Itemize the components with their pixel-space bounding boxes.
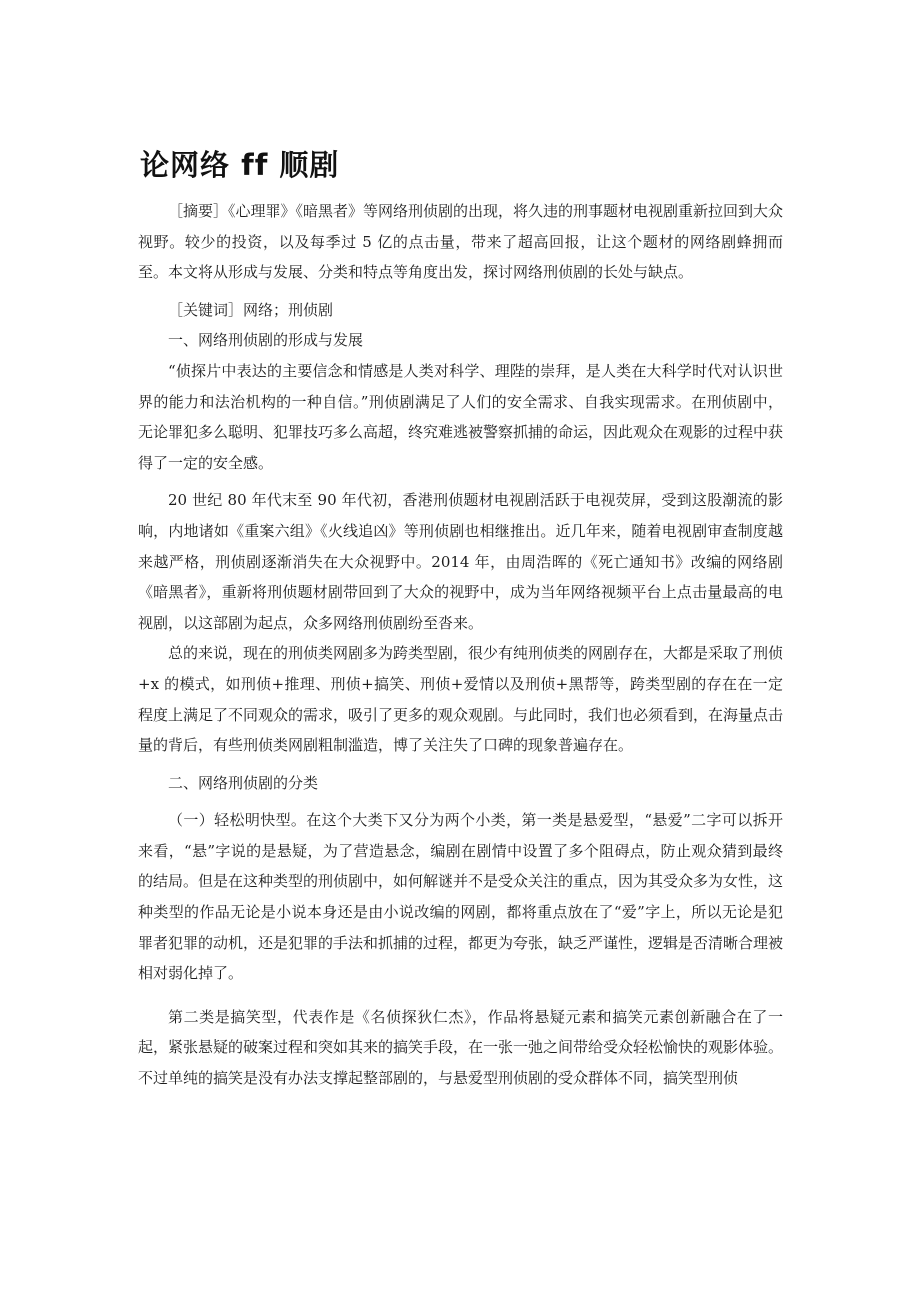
document-title: 论网络 ff 顺剧 xyxy=(140,148,340,182)
section-heading-2: 二、网络刑侦剧的分类 xyxy=(168,773,319,792)
document-body xyxy=(138,196,783,1094)
abstract-paragraph: ［摘要］《心理罪》《暗黑者》等网络刑侦剧的出现，将久违的刑事题材电视剧重新拉回到大众视野。较少的投资，以及每季过 5 亿的点击量，带来了超高回报，让这个题材的网络剧蜂拥而至。本文将从形成与发展、分类和特点等角度出发，探讨网络刑侦剧的长处与缺点。 xyxy=(138,202,784,282)
body-paragraph: 总的来说，现在的刑侦类网剧多为跨类型剧，很少有纯刑侦类的网剧存在，大都是采取了刑侦+x 的模式，如刑侦+推理、刑侦+搞笑、刑侦+爱情以及刑侦+黑帮等，跨类型剧的存在在一定程度上满足了不同观众的需求，吸引了更多的观众观剧。与此同时，我们也必须看到，在海量点击量的背后，有些刑侦类网剧粗制滥造，博了关注失了口碑的现象普遍存在。 xyxy=(138,644,784,755)
keywords-line: ［关键词］网络；刑侦剧 xyxy=(168,300,334,319)
body-paragraph: 20 世纪 80 年代末至 90 年代初，香港刑侦题材电视剧活跃于电视荧屏，受到这股潮流的影响，内地诸如《重案六组》《火线追凶》等刑侦剧也相继推出。近几年来，随着电视剧审查制度越来越严格，刑侦剧逐渐消失在大众视野中。2014 年，由周浩晖的《死亡通知书》改编的网络剧《暗黑者》，重新将刑侦题材剧带回到了大众的视野中，成为当年网络视频平台上点击量最高的电视剧，以这部剧为起点，众多网络刑侦剧纷至沓来。 xyxy=(138,491,783,632)
body-paragraph: 第二类是搞笑型，代表作是《名侦探狄仁杰》，作品将悬疑元素和搞笑元素创新融合在了一起，紧张悬疑的破案过程和突如其来的搞笑手段，在一张一弛之间带给受众轻松愉快的观影体验。不过单纯的搞笑是没有办法支撑起整部剧的，与悬爱型刑侦剧的受众群体不同，搞笑型刑侦 xyxy=(138,1007,784,1088)
body-paragraph: “侦探片中表达的主要信念和情感是人类对科学、理陛的崇拜，是人类在大科学时代对认识世界的能力和法治机构的一种自信。”刑侦剧满足了人们的安全需求、自我实现需求。在刑侦剧中，无论罪犯多么聪明、犯罪技巧多么高超，终究难逃被警察抓捕的命运，因此观众在观影的过程中获得了一定的安全感。 xyxy=(138,361,784,472)
section-heading-1: 一、网络刑侦剧的形成与发展 xyxy=(168,331,364,350)
body-paragraph: （一）轻松明快型。在这个大类下又分为两个小类，第一类是悬爱型，“悬爱”二字可以拆开来看，“悬”字说的是悬疑，为了营造悬念，编剧在剧情中设置了多个阻碍点，防止观众猜到最终的结局。但是在这种类型的刑侦剧中，如何解谜并不是受众关注的重点，因为其受众多为女性，这种类型的作品无论是小说本身还是由小说改编的网剧，都将重点放在了“爱”字上，所以无论是犯罪者犯罪的动机，还是犯罪的手法和抓捕的过程，都更为夸张，缺乏严谨性，逻辑是否清晰合理被相对弱化掉了。 xyxy=(138,811,784,983)
